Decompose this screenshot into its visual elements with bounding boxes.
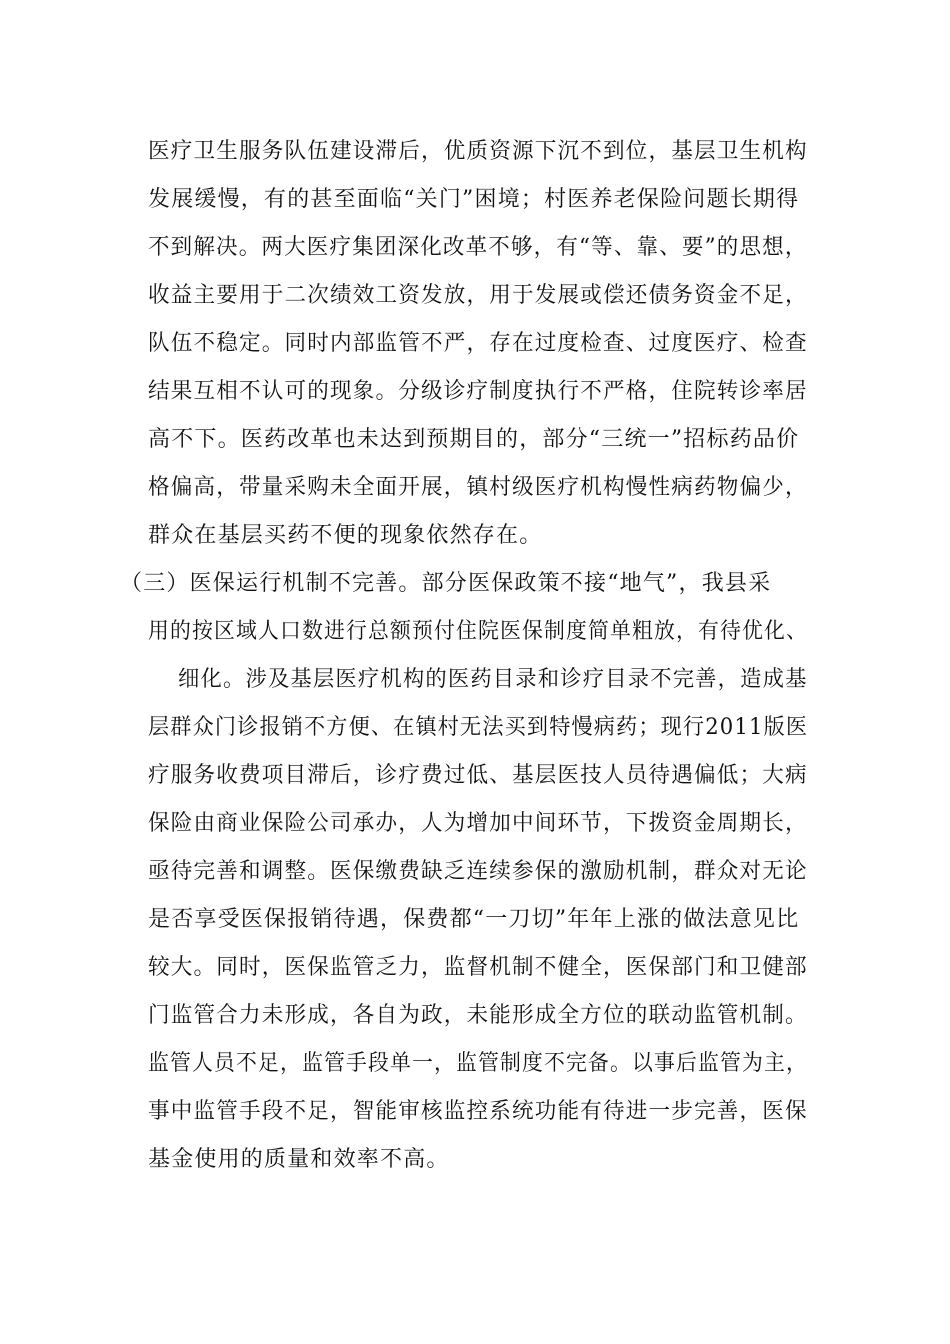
paragraph-line: 用的按区域人口数进行总额预付住院医保制度简单粗放，有待优化、: [148, 619, 809, 644]
paragraph-line: 医疗卫生服务队伍建设滞后，优质资源下沉不到位，基层卫生机构: [148, 139, 808, 164]
paragraph-line: 格偏高，带量采购未全面开展，镇村级医疗机构慢性病药物偏少，: [148, 475, 808, 500]
paragraph-line: 高不下。医药改革也未达到预期目的，部分“三统一”招标药品价: [148, 427, 800, 452]
paragraph-line: 疗服务收费项目滞后，诊疗费过低、基层医技人员待遇偏低；大病: [148, 763, 808, 788]
paragraph-line: 基金使用的质量和效率不高。: [148, 1147, 450, 1172]
paragraph-line: 群众在基层买药不便的现象依然存在。: [148, 523, 543, 548]
section-heading-line: （三）医保运行机制不完善。部分医保政策不接“地气”，我县采: [120, 571, 772, 596]
paragraph-line: 亟待完善和调整。医保缴费缺乏连续参保的激励机制，群众对无论: [148, 859, 808, 884]
paragraph-line: 收益主要用于二次绩效工资发放，用于发展或偿还债务资金不足，: [148, 283, 808, 308]
paragraph-line: 队伍不稳定。同时内部监管不严，存在过度检查、过度医疗、检查: [148, 331, 808, 356]
paragraph-line: 监管人员不足，监管手段单一，监管制度不完备。以事后监管为主，: [148, 1051, 809, 1076]
paragraph-line: 细化。涉及基层医疗机构的医药目录和诊疗目录不完善，造成基: [178, 667, 808, 692]
paragraph-line: 门监管合力未形成，各自为政，未能形成全方位的联动监管机制。: [148, 1003, 808, 1028]
paragraph-line: 较大。同时，医保监管乏力，监督机制不健全，医保部门和卫健部: [148, 955, 808, 980]
paragraph-line: 事中监管手段不足，智能审核监控系统功能有待进一步完善，医保: [148, 1099, 808, 1124]
paragraph-line: 发展缓慢，有的甚至面临“关门”困境；村医养老保险问题长期得: [148, 187, 800, 212]
paragraph-line: 保险由商业保险公司承办，人为增加中间环节，下拨资金周期长，: [148, 811, 808, 836]
paragraph-line: 不到解决。两大医疗集团深化改革不够，有“等、靠、要”的思想，: [148, 235, 808, 260]
paragraph-line: 层群众门诊报销不方便、在镇村无法买到特慢病药；现行2011版医: [148, 715, 809, 740]
paragraph-line: 结果互相不认可的现象。分级诊疗制度执行不严格，住院转诊率居: [148, 379, 808, 404]
paragraph-line: 是否享受医保报销待遇，保费都“一刀切”年年上涨的做法意见比: [148, 907, 800, 932]
